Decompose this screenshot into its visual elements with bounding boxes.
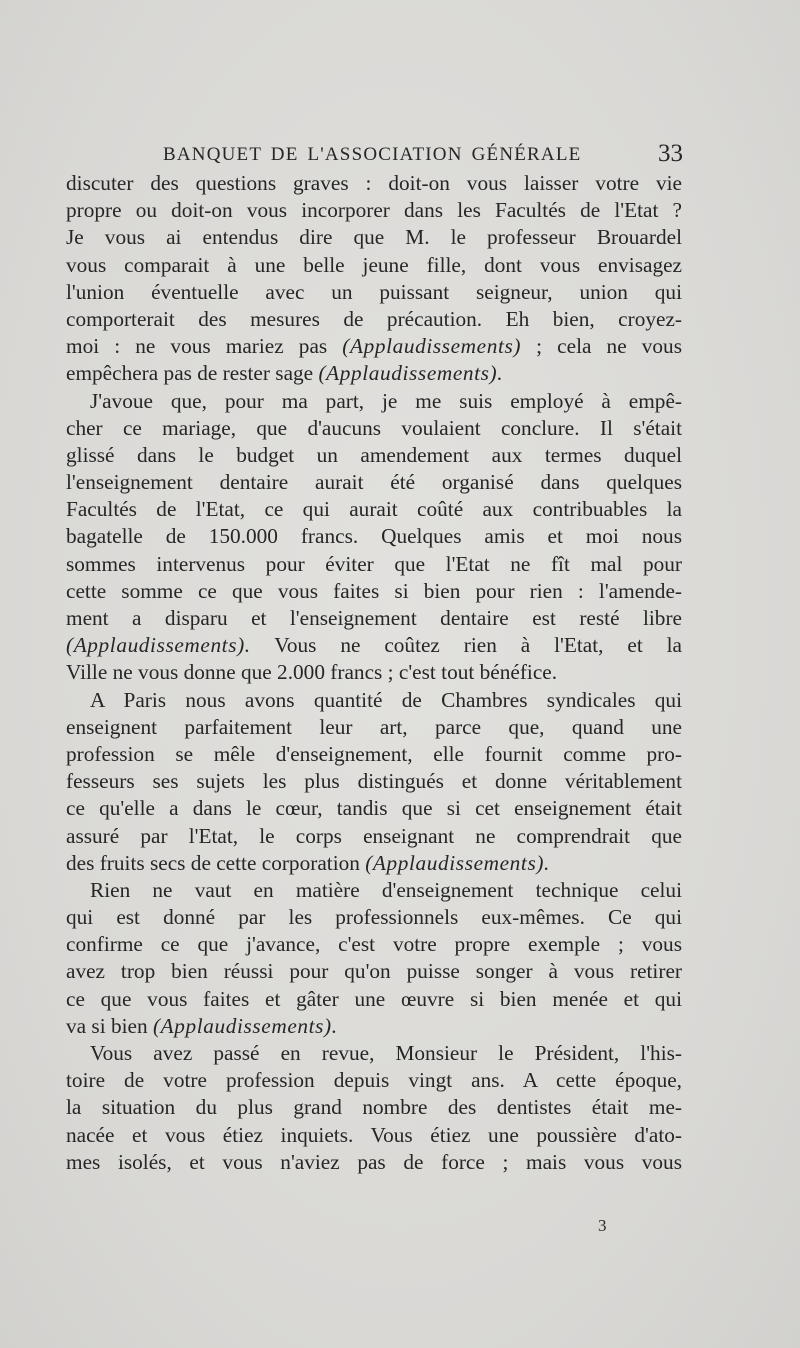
text-line: vous comparait à une belle jeune fille, dont vous envisagez (66, 252, 682, 277)
running-head: BANQUET DE L'ASSOCIATION GÉNÉRALE (163, 144, 582, 165)
line-text: ; cela ne vous (521, 334, 682, 359)
text-line: nacée et vous étiez inquiets. Vous étiez une poussière d'ato- (66, 1122, 682, 1147)
text-line: comporterait des mesures de précaution. Eh bien, croyez- (66, 306, 682, 331)
signature-mark: 3 (598, 1216, 607, 1235)
text-line: cher ce mariage, que d'aucuns voulaient conclure. Il s'était (66, 415, 682, 440)
text-line: fesseurs ses sujets les plus distingués et donne véritablement (66, 769, 682, 794)
page-number: 33 (658, 140, 683, 167)
text-line: l'union éventuelle avec un puissant seigneur, union qui (66, 279, 682, 304)
text-line: profession se mêle d'enseignement, elle fournit comme pro- (66, 741, 682, 766)
text-line (66, 360, 682, 387)
text-line: discuter des questions graves : doit-on vous laisser votre vie (66, 171, 682, 195)
text-line: ce que vous faites et gâter une œuvre si bien menée et qui (66, 986, 682, 1011)
applause-note: (Applaudissements). (66, 633, 251, 658)
text-line (66, 333, 682, 360)
applause-note: (Applaudissements) (342, 334, 522, 359)
text-line: Vous avez passé en revue, Monsieur le Président, l'his- (90, 1041, 682, 1065)
applause-note: (Applaudissements). (152, 1013, 338, 1038)
line-text: va si bien (66, 1013, 153, 1038)
text-line: Ville ne vous donne que 2.000 francs ; c'est tout bénéfice. (66, 660, 558, 685)
text-line (66, 632, 682, 659)
applause-note: (Applaudissements). (318, 361, 504, 386)
line-text: empêchera pas de rester sage (66, 361, 319, 386)
body-text (66, 170, 682, 1176)
text-line: ment a disparu et l'enseignement dentaire est resté libre (66, 606, 682, 630)
text-line: A Paris nous avons quantité de Chambres syndicales qui (90, 687, 682, 712)
text-line: Rien ne vaut en matière d'enseignement technique celui (90, 877, 682, 902)
text-line: Je vous ai entendus dire que M. le professeur Brouardel (66, 225, 682, 250)
text-line: Facultés de l'Etat, ce qui aurait coûté aux contribuables la (66, 497, 682, 522)
text-line: qui est donné par les professionnels eux-mêmes. Ce qui (66, 905, 682, 930)
text-line: mes isolés, et vous n'aviez pas de force ; mais vous vous (66, 1149, 682, 1174)
text-line (66, 850, 682, 877)
text-line: confirme ce que j'avance, c'est votre propre exemple ; vous (66, 932, 682, 957)
line-text: Vous ne coûtez rien à l'Etat, et la (250, 633, 682, 658)
text-line: glissé dans le budget un amendement aux termes duquel (66, 442, 682, 467)
text-line: enseignent parfaitement leur art, parce que, quand une (66, 714, 682, 739)
text-line: bagatelle de 150.000 francs. Quelques amis et moi nous (66, 524, 682, 549)
applause-note: (Applaudissements). (365, 850, 550, 875)
text-line: sommes intervenus pour éviter que l'Etat ne fît mal pour (66, 551, 682, 576)
page-header (0, 140, 800, 170)
text-line: assuré par l'Etat, le corps enseignant ne comprendrait que (66, 823, 682, 848)
text-line (66, 1013, 682, 1040)
text-line: ce qu'elle a dans le cœur, tandis que si cet enseignement était (66, 796, 682, 821)
text-line: J'avoue que, pour ma part, je me suis employé à empê- (90, 388, 682, 413)
line-text: moi : ne vous mariez pas (66, 334, 343, 359)
text-line: cette somme ce que vous faites si bien pour rien : l'amende- (66, 578, 682, 603)
text-line: propre ou doit-on vous incorporer dans les Facultés de l'Etat ? (66, 198, 682, 223)
line-text: des fruits secs de cette corporation (66, 850, 366, 875)
text-line: toire de votre profession depuis vingt ans. A cette époque, (66, 1068, 682, 1093)
text-line: avez trop bien réussi pour qu'on puisse songer à vous retirer (66, 959, 682, 984)
text-line: l'enseignement dentaire aurait été organisé dans quelques (66, 470, 682, 495)
text-line: la situation du plus grand nombre des dentistes était me- (66, 1095, 682, 1120)
